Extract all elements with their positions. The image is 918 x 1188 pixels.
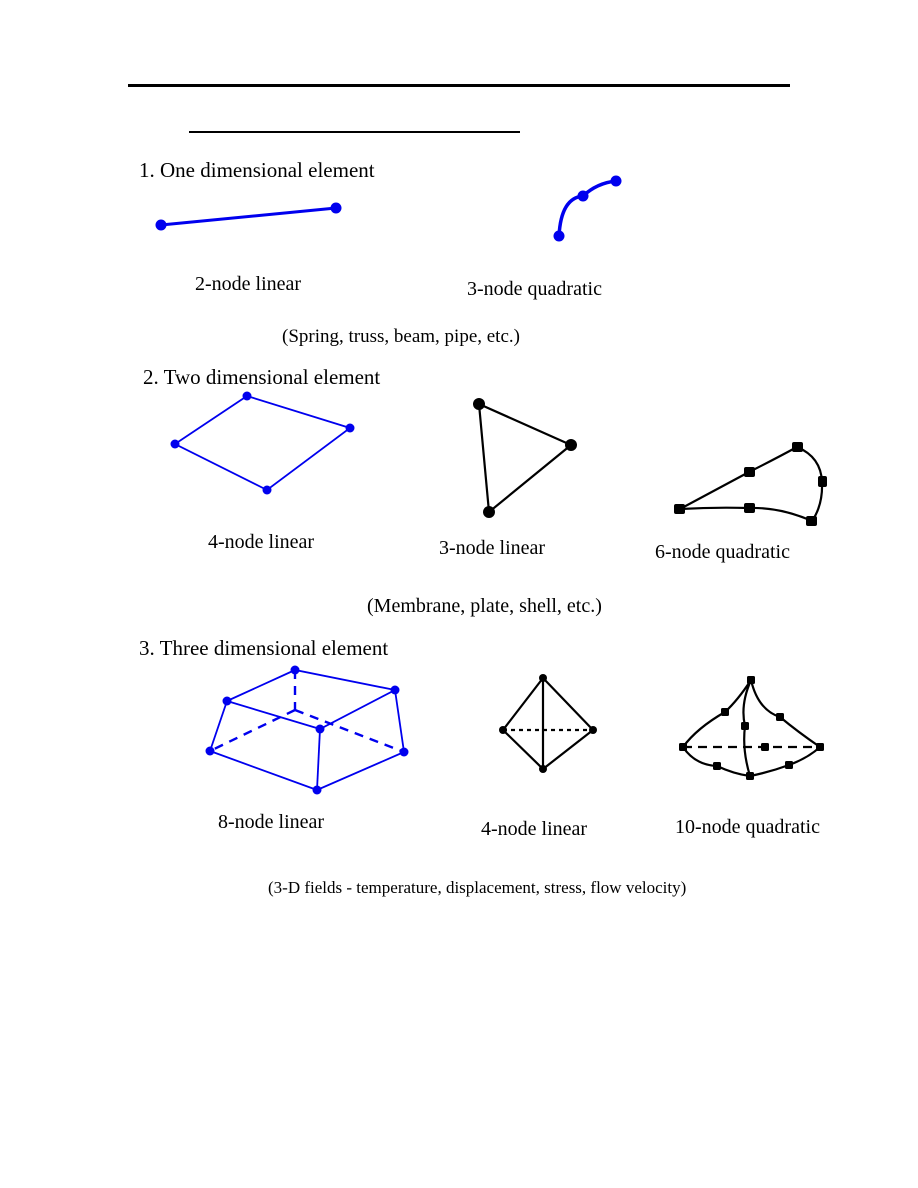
- node: [816, 743, 824, 751]
- element-edge: [175, 396, 350, 490]
- element-edge: [161, 208, 336, 225]
- node: [776, 713, 784, 721]
- node: [400, 748, 409, 757]
- node: [539, 674, 547, 682]
- node: [346, 424, 355, 433]
- node: [792, 442, 803, 452]
- label-4-node-linear-3d: 4-node linear: [481, 818, 588, 840]
- element-edge: [395, 690, 404, 752]
- node: [313, 786, 322, 795]
- node: [744, 503, 755, 513]
- element-edge: [210, 701, 227, 751]
- node: [806, 516, 817, 526]
- node: [473, 398, 485, 410]
- two-d-3-node-linear-figure: [465, 393, 585, 523]
- three-d-8-node-linear-figure: [200, 660, 415, 800]
- element-edge: [210, 751, 404, 790]
- subtitle-underline: [189, 131, 520, 133]
- label-6-node-quadratic: 6-node quadratic: [655, 541, 790, 563]
- one-d-3-node-quadratic-figure: [545, 170, 630, 250]
- node: [291, 666, 300, 675]
- section-1-heading: 1. One dimensional element: [139, 158, 375, 182]
- section-2-caption: (Membrane, plate, shell, etc.): [367, 595, 602, 617]
- node: [316, 725, 325, 734]
- node: [499, 726, 507, 734]
- one-d-2-node-linear-figure: [150, 195, 350, 235]
- section-3-heading: 3. Three dimensional element: [139, 636, 389, 660]
- label-10-node-quadratic: 10-node quadratic: [675, 816, 820, 838]
- three-d-10-node-tetrahedron-figure: [670, 670, 835, 785]
- three-d-4-node-tetrahedron-figure: [490, 668, 605, 778]
- node: [223, 697, 232, 706]
- node: [391, 686, 400, 695]
- node: [589, 726, 597, 734]
- node: [674, 504, 685, 514]
- node: [263, 486, 272, 495]
- element-edge: [683, 680, 751, 747]
- node: [243, 392, 252, 401]
- top-rule: [128, 84, 790, 87]
- node: [206, 747, 215, 756]
- node: [741, 722, 749, 730]
- node: [539, 765, 547, 773]
- section-2-heading: 2. Two dimensional element: [143, 365, 381, 389]
- section-1-caption: (Spring, truss, beam, pipe, etc.): [282, 326, 520, 347]
- two-d-6-node-quadratic-figure: [665, 435, 835, 535]
- section-3-caption: (3-D fields - temperature, displacement, stress, flow velocity): [268, 878, 687, 897]
- element-edge: [559, 181, 616, 236]
- node: [565, 439, 577, 451]
- element-edge: [317, 729, 320, 790]
- element-edge: [503, 678, 593, 769]
- label-3-node-linear-2d: 3-node linear: [439, 537, 546, 559]
- node: [746, 772, 754, 780]
- label-4-node-linear-2d: 4-node linear: [208, 531, 315, 553]
- node: [331, 203, 342, 214]
- node: [578, 191, 589, 202]
- node: [747, 676, 755, 684]
- label-2-node-linear: 2-node linear: [195, 273, 302, 295]
- node: [785, 761, 793, 769]
- node: [713, 762, 721, 770]
- element-edge: [750, 747, 820, 776]
- node: [818, 476, 827, 487]
- element-edge: [751, 680, 820, 747]
- node: [156, 220, 167, 231]
- label-3-node-quadratic: 3-node quadratic: [467, 278, 602, 300]
- node: [171, 440, 180, 449]
- element-edge: [479, 404, 571, 512]
- two-d-4-node-linear-figure: [165, 388, 365, 498]
- node: [554, 231, 565, 242]
- node: [744, 467, 755, 477]
- node: [761, 743, 769, 751]
- element-edge: [227, 670, 395, 729]
- element-edge: [683, 747, 750, 776]
- node: [679, 743, 687, 751]
- label-8-node-linear: 8-node linear: [218, 811, 325, 833]
- node: [483, 506, 495, 518]
- node: [611, 176, 622, 187]
- hidden-edge: [295, 710, 404, 752]
- node: [721, 708, 729, 716]
